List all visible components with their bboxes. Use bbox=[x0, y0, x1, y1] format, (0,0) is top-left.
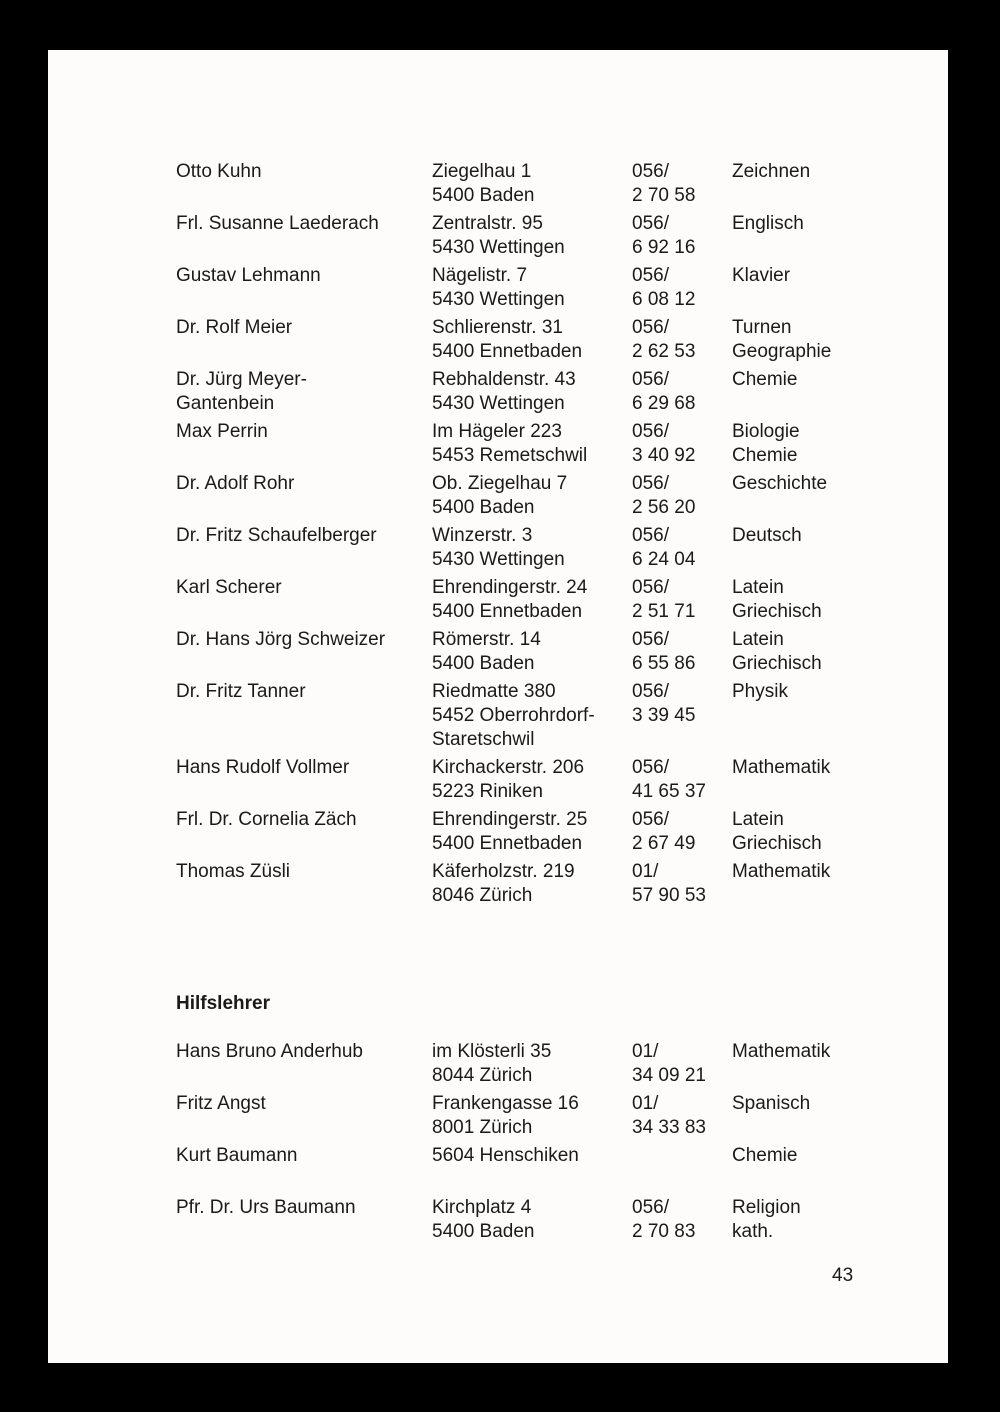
address-line: 5400 Baden bbox=[432, 1221, 535, 1242]
address-line: 5452 Oberrohrdorf- bbox=[432, 705, 595, 726]
address-line: Ehrendingerstr. 24 bbox=[432, 577, 588, 598]
subject-line: Biologie bbox=[732, 421, 800, 442]
address-line: 8001 Zürich bbox=[432, 1117, 533, 1138]
phone-number-line: 056/ bbox=[632, 317, 669, 338]
phone-number-line: 2 62 53 bbox=[632, 341, 696, 362]
address-line: Winzerstr. 3 bbox=[432, 525, 533, 546]
address-line: Kirchackerstr. 206 bbox=[432, 757, 585, 778]
subject-line: Chemie bbox=[732, 1145, 798, 1166]
address-line: Zentralstr. 95 bbox=[432, 213, 543, 234]
address-line: 5453 Remetschwil bbox=[432, 445, 588, 466]
person-name-line: Kurt Baumann bbox=[176, 1145, 298, 1166]
phone-number-line: 056/ bbox=[632, 213, 669, 234]
person-name bbox=[176, 1144, 297, 1168]
address bbox=[432, 524, 565, 572]
address bbox=[432, 860, 575, 908]
phone-number-line: 2 70 58 bbox=[632, 185, 696, 206]
subject bbox=[732, 576, 822, 624]
phone-number-line: 056/ bbox=[632, 809, 669, 830]
phone-number-line: 3 40 92 bbox=[632, 445, 696, 466]
address-line: Schlierenstr. 31 bbox=[432, 317, 563, 338]
address-line: 5400 Ennetbaden bbox=[432, 601, 583, 622]
subject-line: Griechisch bbox=[732, 653, 822, 674]
phone-number-line: 2 51 71 bbox=[632, 601, 696, 622]
person-name-line: Dr. Adolf Rohr bbox=[176, 473, 295, 494]
person-name bbox=[176, 524, 377, 548]
address bbox=[432, 316, 582, 364]
phone-number-line: 056/ bbox=[632, 369, 669, 390]
phone-number-line: 41 65 37 bbox=[632, 781, 706, 802]
phone-number bbox=[632, 212, 695, 260]
subject-line: Griechisch bbox=[732, 833, 822, 854]
subject bbox=[732, 524, 802, 548]
person-name-line: Fritz Angst bbox=[176, 1093, 266, 1114]
person-name-line: Dr. Jürg Meyer- bbox=[176, 369, 307, 390]
person-name bbox=[176, 576, 282, 600]
address bbox=[432, 212, 565, 260]
person-name bbox=[176, 680, 306, 704]
phone-number-line: 57 90 53 bbox=[632, 885, 706, 906]
address-line: 5400 Baden bbox=[432, 185, 535, 206]
person-name-line: Gustav Lehmann bbox=[176, 265, 321, 286]
person-name-line: Dr. Hans Jörg Schweizer bbox=[176, 629, 386, 650]
person-name-line: Max Perrin bbox=[176, 421, 268, 442]
address-line: 8044 Zürich bbox=[432, 1065, 533, 1086]
subject-line: Deutsch bbox=[732, 525, 802, 546]
subject-line: Mathematik bbox=[732, 861, 831, 882]
person-name bbox=[176, 264, 321, 288]
address-line: Ob. Ziegelhau 7 bbox=[432, 473, 568, 494]
phone-number-line: 01/ bbox=[632, 1041, 659, 1062]
person-name-line: Pfr. Dr. Urs Baumann bbox=[176, 1197, 356, 1218]
person-name-line: Hans Rudolf Vollmer bbox=[176, 757, 350, 778]
phone-number-line: 056/ bbox=[632, 681, 669, 702]
phone-number bbox=[632, 524, 695, 572]
person-name-line: Frl. Dr. Cornelia Zäch bbox=[176, 809, 357, 830]
subject-line: Latein bbox=[732, 629, 784, 650]
subject bbox=[732, 1040, 830, 1064]
subject-line: Latein bbox=[732, 809, 784, 830]
phone-number-line: 6 24 04 bbox=[632, 549, 696, 570]
person-name bbox=[176, 860, 290, 884]
person-name bbox=[176, 808, 357, 832]
subject bbox=[732, 628, 822, 676]
subject bbox=[732, 160, 810, 184]
phone-number-line: 2 56 20 bbox=[632, 497, 696, 518]
phone-number-line: 6 92 16 bbox=[632, 237, 696, 258]
person-name bbox=[176, 212, 379, 236]
subject-line: Zeichnen bbox=[732, 161, 811, 182]
phone-number-line: 056/ bbox=[632, 629, 669, 650]
phone-number bbox=[632, 808, 695, 856]
assistant-heading: Hilfslehrer bbox=[176, 993, 270, 1014]
address bbox=[432, 1144, 579, 1168]
subject bbox=[732, 680, 788, 704]
phone-number-line: 056/ bbox=[632, 525, 669, 546]
address bbox=[432, 1092, 579, 1140]
subject bbox=[732, 264, 790, 288]
address-line: im Klösterli 35 bbox=[432, 1041, 552, 1062]
subject bbox=[732, 808, 822, 856]
phone-number bbox=[632, 756, 706, 804]
subject-line: Geographie bbox=[732, 341, 832, 362]
subject bbox=[732, 1092, 810, 1116]
address-line: 5400 Baden bbox=[432, 497, 535, 518]
address bbox=[432, 1040, 551, 1088]
address bbox=[432, 160, 535, 208]
person-name bbox=[176, 160, 262, 184]
phone-number bbox=[632, 680, 695, 728]
address-line: 8046 Zürich bbox=[432, 885, 533, 906]
phone-number bbox=[632, 420, 695, 468]
phone-number bbox=[632, 264, 695, 312]
phone-number-line: 056/ bbox=[632, 577, 669, 598]
phone-number-line: 34 33 83 bbox=[632, 1117, 706, 1138]
subject bbox=[732, 212, 804, 236]
subject bbox=[732, 860, 830, 884]
subject-line: Spanisch bbox=[732, 1093, 811, 1114]
phone-number-line: 3 39 45 bbox=[632, 705, 696, 726]
address-line: Frankengasse 16 bbox=[432, 1093, 579, 1114]
address-line: 5400 Baden bbox=[432, 653, 535, 674]
subject-line: Chemie bbox=[732, 445, 798, 466]
phone-number-line: 2 67 49 bbox=[632, 833, 696, 854]
phone-number bbox=[632, 316, 695, 364]
address bbox=[432, 420, 587, 468]
person-name-line: Karl Scherer bbox=[176, 577, 282, 598]
address bbox=[432, 264, 565, 312]
subject-line: Physik bbox=[732, 681, 788, 702]
address-line: Im Hägeler 223 bbox=[432, 421, 562, 442]
subject-line: Turnen bbox=[732, 317, 792, 338]
phone-number bbox=[632, 628, 695, 676]
address-line: 5430 Wettingen bbox=[432, 393, 565, 414]
address-line: Staretschwil bbox=[432, 729, 535, 750]
address-line: 5400 Ennetbaden bbox=[432, 833, 583, 854]
phone-number-line: 056/ bbox=[632, 757, 669, 778]
address bbox=[432, 628, 541, 676]
phone-number-line: 056/ bbox=[632, 161, 669, 182]
subject-line: Chemie bbox=[732, 369, 798, 390]
phone-number-line: 01/ bbox=[632, 1093, 659, 1114]
person-name bbox=[176, 368, 307, 416]
address-line: Nägelistr. 7 bbox=[432, 265, 528, 286]
phone-number-line: 6 08 12 bbox=[632, 289, 696, 310]
phone-number-line: 6 29 68 bbox=[632, 393, 696, 414]
subject-line: Latein bbox=[732, 577, 784, 598]
person-name bbox=[176, 472, 294, 496]
phone-number bbox=[632, 1040, 706, 1088]
phone-number-line: 6 55 86 bbox=[632, 653, 696, 674]
address bbox=[432, 472, 567, 520]
phone-number bbox=[632, 472, 695, 520]
person-name-line: Dr. Fritz Schaufelberger bbox=[176, 525, 377, 546]
person-name bbox=[176, 628, 385, 652]
phone-number-line: 056/ bbox=[632, 473, 669, 494]
person-name-line: Dr. Rolf Meier bbox=[176, 317, 293, 338]
phone-number-line: 2 70 83 bbox=[632, 1221, 696, 1242]
person-name-line: Otto Kuhn bbox=[176, 161, 262, 182]
address-line: Rebhaldenstr. 43 bbox=[432, 369, 576, 390]
phone-number bbox=[632, 576, 695, 624]
subject bbox=[732, 1196, 801, 1244]
phone-number bbox=[632, 160, 695, 208]
address-line: 5430 Wettingen bbox=[432, 289, 565, 310]
address-line: Römerstr. 14 bbox=[432, 629, 541, 650]
person-name bbox=[176, 756, 349, 780]
phone-number bbox=[632, 1092, 706, 1140]
phone-number bbox=[632, 368, 695, 416]
subject bbox=[732, 756, 830, 780]
document-page bbox=[48, 50, 948, 1363]
subject bbox=[732, 472, 827, 496]
address-line: 5400 Ennetbaden bbox=[432, 341, 583, 362]
phone-number-line: 34 09 21 bbox=[632, 1065, 706, 1086]
subject bbox=[732, 420, 800, 468]
address bbox=[432, 680, 595, 752]
address bbox=[432, 576, 587, 624]
subject-line: Mathematik bbox=[732, 757, 831, 778]
person-name-line: Hans Bruno Anderhub bbox=[176, 1041, 363, 1062]
address-line: Ehrendingerstr. 25 bbox=[432, 809, 588, 830]
person-name-line: Gantenbein bbox=[176, 393, 275, 414]
address bbox=[432, 368, 576, 416]
address-line: 5223 Riniken bbox=[432, 781, 543, 802]
person-name bbox=[176, 1040, 363, 1064]
subject bbox=[732, 368, 797, 392]
person-name bbox=[176, 316, 292, 340]
address-line: 5604 Henschiken bbox=[432, 1145, 579, 1166]
subject-line: Klavier bbox=[732, 265, 791, 286]
person-name bbox=[176, 1196, 356, 1220]
address-line: 5430 Wettingen bbox=[432, 237, 565, 258]
address-line: 5430 Wettingen bbox=[432, 549, 565, 570]
subject bbox=[732, 1144, 797, 1168]
person-name bbox=[176, 420, 268, 444]
phone-number-line: 056/ bbox=[632, 421, 669, 442]
phone-number bbox=[632, 860, 706, 908]
subject-line: Geschichte bbox=[732, 473, 828, 494]
person-name bbox=[176, 1092, 266, 1116]
address-line: Käferholzstr. 219 bbox=[432, 861, 575, 882]
subject-line: Religion bbox=[732, 1197, 801, 1218]
phone-number bbox=[632, 1196, 695, 1244]
subject-line: kath. bbox=[732, 1221, 774, 1242]
person-name-line: Dr. Fritz Tanner bbox=[176, 681, 306, 702]
subject-line: Mathematik bbox=[732, 1041, 831, 1062]
subject-line: Griechisch bbox=[732, 601, 822, 622]
address bbox=[432, 1196, 535, 1244]
address bbox=[432, 808, 587, 856]
subject-line: Englisch bbox=[732, 213, 804, 234]
phone-number-line: 01/ bbox=[632, 861, 659, 882]
address bbox=[432, 756, 584, 804]
address-line: Riedmatte 380 bbox=[432, 681, 556, 702]
person-name-line: Frl. Susanne Laederach bbox=[176, 213, 379, 234]
phone-number-line: 056/ bbox=[632, 1197, 669, 1218]
subject bbox=[732, 316, 831, 364]
address-line: Kirchplatz 4 bbox=[432, 1197, 532, 1218]
page-number: 43 bbox=[832, 1265, 854, 1286]
phone-number-line: 056/ bbox=[632, 265, 669, 286]
person-name-line: Thomas Züsli bbox=[176, 861, 291, 882]
address-line: Ziegelhau 1 bbox=[432, 161, 532, 182]
